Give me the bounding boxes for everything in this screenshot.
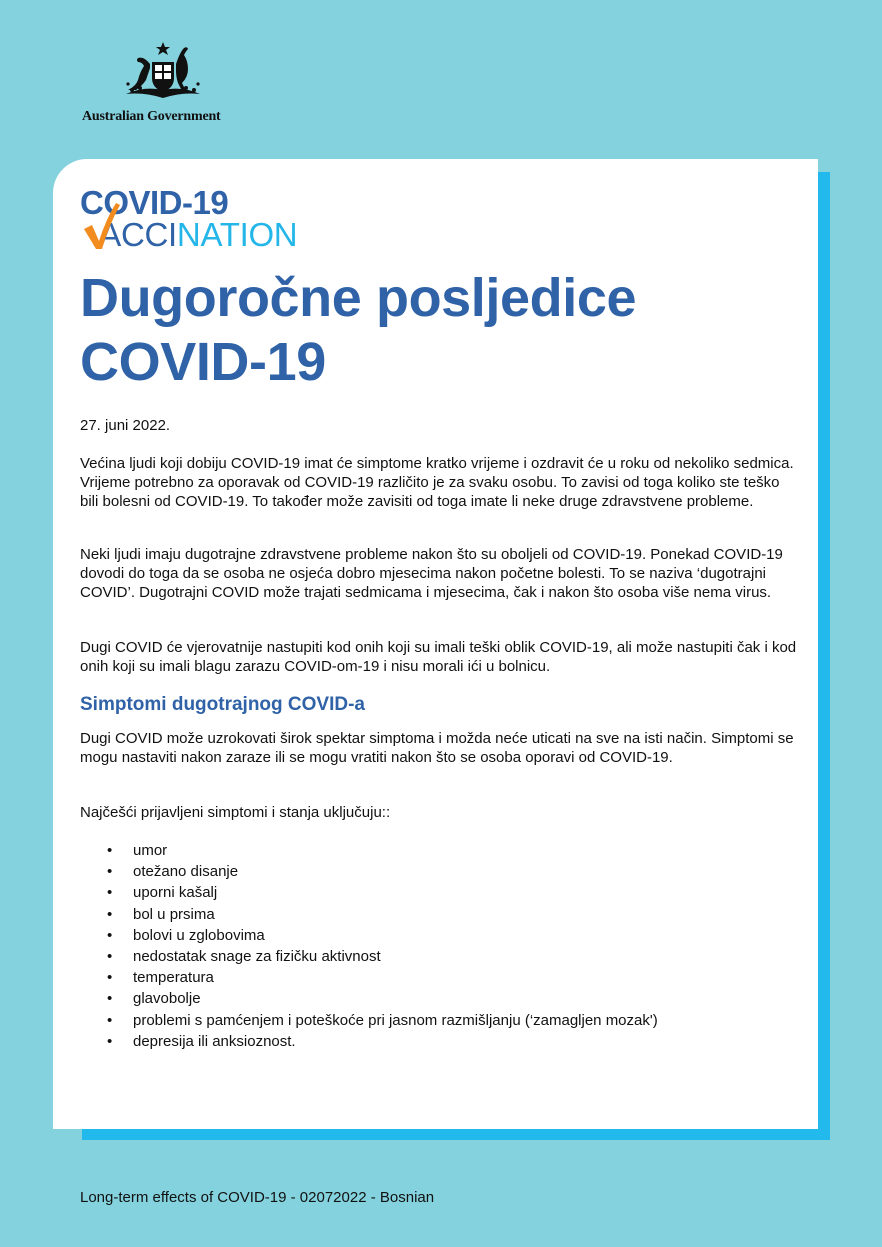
government-name: Australian Government bbox=[82, 109, 221, 124]
symptoms-paragraph: Dugi COVID može uzrokovati širok spektar simptoma i možda neće uticati na sve na isti način. Simptomi se mogu nastaviti nakon zaraze ili se mogu vratiti nakon što se osoba oporavi od COVID-19. bbox=[80, 730, 794, 766]
list-item: • otežano disanje bbox=[80, 861, 798, 882]
list-item: • nedostatak snage za fizičku aktivnost bbox=[80, 946, 798, 967]
brand-nation-text: NATION bbox=[176, 216, 298, 253]
list-item: • problemi s pamćenjem i poteškoće pri jasnom razmišljanju (‘zamagljen mozak') bbox=[80, 1010, 798, 1031]
list-item: • bol u prsima bbox=[80, 904, 798, 925]
list-item: • depresija ili anksioznost. bbox=[80, 1031, 798, 1052]
checkmark-icon bbox=[82, 199, 122, 251]
symptoms-list bbox=[80, 840, 798, 1052]
government-logo bbox=[82, 40, 244, 126]
risk-paragraph: Dugi COVID će vjerovatnije nastupiti kod onih koji su imali teški oblik COVID-19, ali može nastupiti čak i kod onih koji su imali blagu zarazu COVID-om-19 i nisu morali ići u bolnicu. bbox=[80, 639, 797, 675]
document-footer: Long-term effects of COVID-19 - 02072022 - Bosnian bbox=[80, 1189, 435, 1206]
list-item: • glavobolje bbox=[80, 988, 798, 1009]
covid-vaccination-logo bbox=[80, 185, 320, 251]
coat-of-arms-icon bbox=[120, 40, 206, 104]
list-item: • umor bbox=[80, 840, 798, 861]
brand-acci-text: ACCI bbox=[99, 216, 177, 253]
intro-paragraph: Većina ljudi koji dobiju COVID-19 imat će simptome kratko vrijeme i ozdravit će u roku od nekoliko sedmica. Vrijeme potrebno za oporavak od COVID-19 različito je za svaku osobu. To zavisi od toga koliko ste teško bili bolesni od COVID-19. To također može zavisiti od toga imate li neke druge zdravstvene probleme. bbox=[80, 455, 794, 510]
symptoms-heading: Simptomi dugotrajnog COVID-a bbox=[80, 694, 365, 715]
list-item: • bolovi u zglobovima bbox=[80, 925, 798, 946]
long-covid-paragraph: Neki ljudi imaju dugotrajne zdravstvene probleme nakon što su oboljeli od COVID-19. Ponekad COVID-19 dovodi do toga da se osoba ne osjeća dobro mjesecima nakon početne bolesti. To se naziva ‘dugotrajni COVID’. Dugotrajni COVID može trajati sedmicama i mjesecima, čak i nakon što osoba više nema virus. bbox=[80, 546, 783, 601]
list-item: • temperatura bbox=[80, 967, 798, 988]
publication-date: 27. juni 2022. bbox=[80, 417, 171, 434]
brand-covid-text: COVID-19 bbox=[80, 184, 229, 221]
page-title: Dugoročne posljedice COVID-19 bbox=[80, 268, 637, 392]
list-item: • uporni kašalj bbox=[80, 882, 798, 903]
common-symptoms-intro: Najčešći prijavljeni simptomi i stanja uključuju:: bbox=[80, 804, 391, 821]
